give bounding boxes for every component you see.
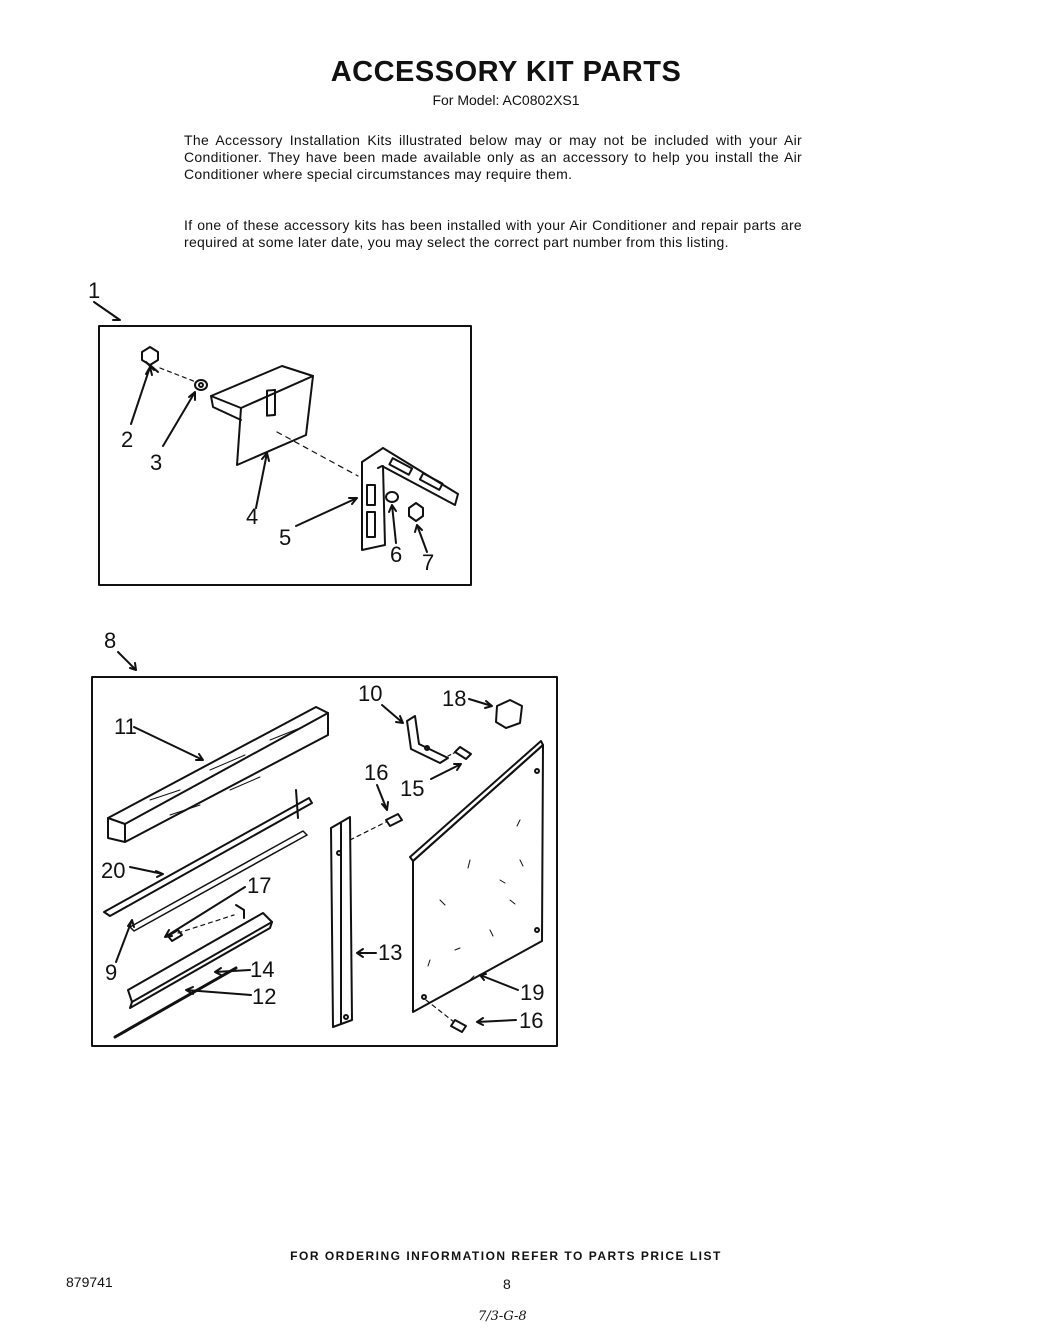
arrow-2 <box>131 367 152 424</box>
callout-13: 13 <box>378 940 403 965</box>
arrow-13 <box>357 949 376 957</box>
callout-2: 2 <box>121 427 134 452</box>
arrow-12 <box>186 987 251 995</box>
angle-bracket-part-5 <box>362 448 458 550</box>
arrow-16-upper <box>377 785 388 810</box>
arrow-16-lower <box>477 1018 516 1025</box>
arrow-7 <box>415 525 427 552</box>
callout-9: 9 <box>105 960 118 985</box>
wood-support-bar-part-11 <box>108 707 328 842</box>
leader-cover-to-bracket <box>277 432 358 476</box>
callout-18: 18 <box>442 686 467 711</box>
page-title: ACCESSORY KIT PARTS <box>330 56 682 88</box>
rod-part-9 <box>130 831 307 931</box>
bracket-part-10 <box>407 716 448 763</box>
intro-paragraph-2: If one of these accessory kits has been installed with your Air Conditioner and repair parts are required at some later date, you may select the correct part number from this listing. <box>184 217 802 250</box>
arrow-6 <box>389 505 396 543</box>
leader-post-to-screw <box>350 822 386 840</box>
page-number: 8 <box>503 1276 511 1292</box>
bracket-cover-part-4 <box>211 366 313 465</box>
panel-part-19 <box>410 741 543 1012</box>
arrow-5 <box>296 498 357 526</box>
handwritten-note: 7/3-G-8 <box>478 1309 527 1324</box>
arrow-18 <box>469 699 492 708</box>
kit-8-callout: 8 <box>104 628 117 653</box>
kit-8-diagram <box>92 628 557 1046</box>
pad-part-18 <box>496 700 522 728</box>
callout-15: 15 <box>400 776 425 801</box>
callout-19: 19 <box>520 980 545 1005</box>
washer-part-3 <box>195 380 207 390</box>
callout-7: 7 <box>422 550 435 575</box>
callout-16-upper: 16 <box>364 760 389 785</box>
kit-1-arrow <box>94 302 120 320</box>
callout-4: 4 <box>246 504 259 529</box>
callout-12: 12 <box>252 984 277 1009</box>
leader-bracket-to-screw <box>448 752 456 756</box>
leader-screw-to-washer <box>160 368 196 382</box>
ordering-note: FOR ORDERING INFORMATION REFER TO PARTS PRICE LIST <box>290 1249 722 1263</box>
kit-1-callout: 1 <box>88 278 101 303</box>
callout-10: 10 <box>358 681 383 706</box>
model-line: For Model: AC0802XS1 <box>432 92 580 108</box>
washer-part-6 <box>386 492 398 502</box>
kit-1-diagram <box>88 278 471 585</box>
kit-8-arrow <box>118 652 136 670</box>
callout-3: 3 <box>150 450 163 475</box>
nut-part-7 <box>409 503 423 521</box>
callout-14: 14 <box>250 957 275 982</box>
channel-part-20 <box>104 790 312 916</box>
arrow-11 <box>134 727 203 760</box>
side-post-part-13 <box>331 817 352 1027</box>
arrow-10 <box>382 705 403 723</box>
screw-part-15 <box>455 747 471 759</box>
arrow-19 <box>480 974 518 990</box>
arrow-3 <box>163 392 195 446</box>
document-number: 879741 <box>66 1274 113 1290</box>
arrow-20 <box>130 867 163 877</box>
callout-16-lower: 16 <box>519 1008 544 1033</box>
callout-5: 5 <box>279 525 292 550</box>
arrow-15 <box>431 764 461 779</box>
rod-part-12 <box>115 968 236 1037</box>
screw-part-16-upper <box>386 814 402 826</box>
intro-paragraph-1: The Accessory Installation Kits illustrated below may or may not be included with your Air Conditioner. They have been made available only as an accessory to help you install the Air Conditioner where special circumstances may require them. <box>184 132 802 182</box>
callout-11: 11 <box>114 714 137 739</box>
callout-17: 17 <box>247 873 272 898</box>
callout-6: 6 <box>390 542 403 567</box>
arrow-4 <box>256 453 269 508</box>
callout-20: 20 <box>101 858 126 883</box>
